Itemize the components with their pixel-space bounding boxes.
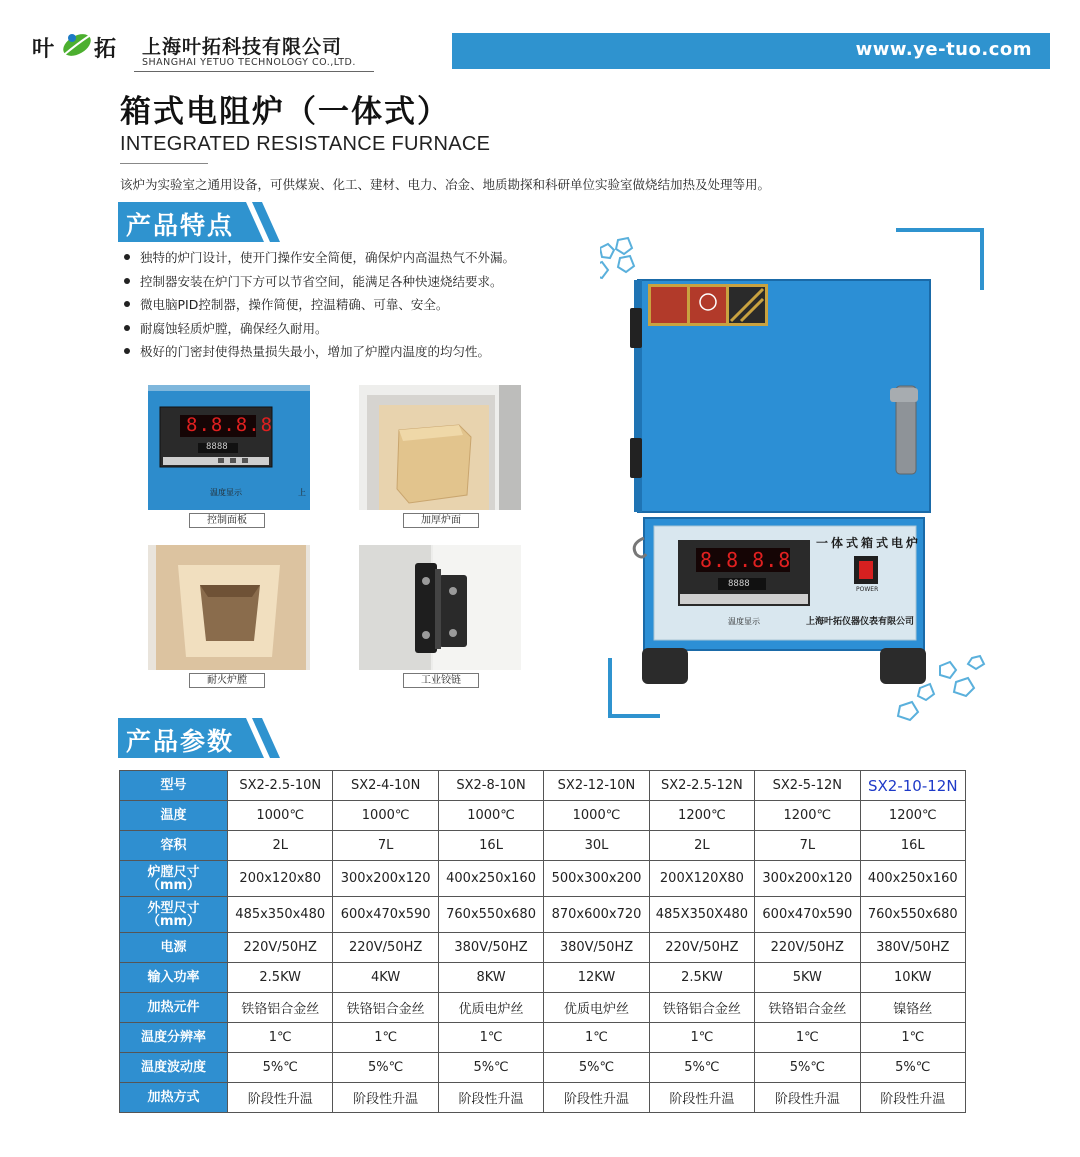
- row-header: 外型尺寸 （mm）: [120, 897, 228, 933]
- table-cell: 铁铬铝合金丝: [333, 993, 438, 1023]
- row-header: 容积: [120, 831, 228, 861]
- table-cell: 200X120X80: [649, 861, 754, 897]
- panel-label: 温度显示: [210, 488, 242, 497]
- table-cell: 16L: [860, 831, 965, 861]
- chamber-photo: [148, 545, 310, 670]
- panel-sub-readout: 8888: [206, 442, 228, 452]
- features-banner: [118, 202, 280, 242]
- table-cell: 5%℃: [649, 1053, 754, 1083]
- row-header: 加热方式: [120, 1083, 228, 1113]
- table-cell: 铁铬铝合金丝: [649, 993, 754, 1023]
- table-cell: 1℃: [438, 1023, 543, 1053]
- table-cell: 2.5KW: [228, 963, 333, 993]
- table-cell: SX2-2.5-12N: [649, 771, 754, 801]
- table-cell: 5KW: [755, 963, 860, 993]
- table-cell: 铁铬铝合金丝: [228, 993, 333, 1023]
- table-row: [120, 1053, 966, 1083]
- table-cell: SX2-10-12N: [860, 771, 965, 801]
- table-cell: 300x200x120: [755, 861, 860, 897]
- table-row: [120, 933, 966, 963]
- furnace-maker: 上海叶拓仪器仪表有限公司: [806, 617, 915, 627]
- company-name-en: SHANGHAI YETUO TECHNOLOGY CO.,LTD.: [142, 57, 356, 68]
- features-heading: 产品特点: [126, 211, 235, 240]
- furnace-display: 8.8.8.8: [700, 548, 792, 572]
- thick-door-photo: [359, 385, 521, 510]
- table-cell: 380V/50HZ: [544, 933, 649, 963]
- table-row: [120, 831, 966, 861]
- feature-item: 控制器安装在炉门下方可以节省空间，能满足各种快速烧结要求。: [122, 272, 515, 296]
- table-cell: 30L: [544, 831, 649, 861]
- table-row: [120, 801, 966, 831]
- table-cell: 5%℃: [755, 1053, 860, 1083]
- table-cell: 500x300x200: [544, 861, 649, 897]
- feature-item: 耐腐蚀轻质炉膛，确保经久耐用。: [122, 319, 515, 343]
- table-cell: 1000℃: [228, 801, 333, 831]
- furnace-sub-display: 8888: [728, 579, 750, 589]
- specs-heading: 产品参数: [126, 727, 235, 756]
- hinge-photo: [359, 545, 521, 670]
- table-cell: 阶段性升温: [860, 1083, 965, 1113]
- table-cell: 阶段性升温: [333, 1083, 438, 1113]
- table-cell: 8KW: [438, 963, 543, 993]
- table-cell: 380V/50HZ: [438, 933, 543, 963]
- furnace-panel-title: 一体式箱式电炉: [816, 536, 922, 550]
- row-header: 加热元件: [120, 993, 228, 1023]
- table-cell: 760x550x680: [860, 897, 965, 933]
- caption-chamber: 耐火炉膛: [189, 673, 265, 688]
- furnace-product-image: [600, 218, 1010, 738]
- table-cell: 1000℃: [438, 801, 543, 831]
- row-header: 温度波动度: [120, 1053, 228, 1083]
- table-cell: 阶段性升温: [649, 1083, 754, 1113]
- table-cell: 220V/50HZ: [228, 933, 333, 963]
- table-cell: 1℃: [860, 1023, 965, 1053]
- feature-item: 微电脑PID控制器，操作简便，控温精确、可靠、安全。: [122, 295, 515, 319]
- furnace-display-label: 温度显示: [728, 617, 760, 626]
- table-cell: 4KW: [333, 963, 438, 993]
- table-row: [120, 993, 966, 1023]
- title-divider: [120, 163, 208, 164]
- panel-readout: 8.8.8.8: [186, 414, 274, 436]
- table-row: [120, 963, 966, 993]
- table-cell: 优质电炉丝: [544, 993, 649, 1023]
- row-header: 电源: [120, 933, 228, 963]
- table-cell: SX2-5-12N: [755, 771, 860, 801]
- header-divider: [134, 71, 374, 72]
- table-cell: 1℃: [333, 1023, 438, 1053]
- caption-hinge: 工业铰链: [403, 673, 479, 688]
- table-cell: 铁铬铝合金丝: [755, 993, 860, 1023]
- table-row: [120, 771, 966, 801]
- row-header: 温度分辨率: [120, 1023, 228, 1053]
- caption-control-panel: 控制面板: [189, 513, 265, 528]
- table-cell: 2.5KW: [649, 963, 754, 993]
- feature-item: 极好的门密封使得热量损失最小，增加了炉膛内温度的均匀性。: [122, 342, 515, 366]
- power-switch-label: POWER: [856, 586, 879, 593]
- table-cell: 2L: [228, 831, 333, 861]
- intro-text: 该炉为实验室之通用设备，可供煤炭、化工、建材、电力、冶金、地质勘探和科研单位实验室做烧结加热及处理等用。: [120, 177, 771, 192]
- table-row: [120, 1023, 966, 1053]
- company-name-cn: 上海叶拓科技有限公司: [142, 36, 343, 58]
- table-row: [120, 1083, 966, 1113]
- table-cell: 380V/50HZ: [860, 933, 965, 963]
- table-cell: 阶段性升温: [544, 1083, 649, 1113]
- page-subtitle: INTEGRATED RESISTANCE FURNACE: [120, 133, 491, 155]
- feature-item: 独特的炉门设计，使开门操作安全简便，确保炉内高温热气不外漏。: [122, 248, 515, 272]
- table-cell: SX2-2.5-10N: [228, 771, 333, 801]
- table-cell: 1000℃: [333, 801, 438, 831]
- table-cell: 485x350x480: [228, 897, 333, 933]
- control-panel-photo: [148, 385, 310, 510]
- table-cell: 1℃: [228, 1023, 333, 1053]
- table-cell: 760x550x680: [438, 897, 543, 933]
- table-cell: 5%℃: [438, 1053, 543, 1083]
- company-logo: [28, 26, 124, 66]
- table-cell: 优质电炉丝: [438, 993, 543, 1023]
- url-banner: [452, 33, 1050, 69]
- table-cell: SX2-8-10N: [438, 771, 543, 801]
- table-cell: 220V/50HZ: [333, 933, 438, 963]
- table-cell: 220V/50HZ: [649, 933, 754, 963]
- panel-mark: 上: [298, 488, 306, 497]
- table-cell: 220V/50HZ: [755, 933, 860, 963]
- table-cell: 阶段性升温: [755, 1083, 860, 1113]
- logo-char-right: 拓: [94, 36, 117, 62]
- table-cell: 5%℃: [860, 1053, 965, 1083]
- table-cell: 阶段性升温: [438, 1083, 543, 1113]
- specs-banner: [118, 718, 280, 758]
- table-cell: 1200℃: [860, 801, 965, 831]
- page-title: 箱式电阻炉（一体式）: [120, 94, 450, 130]
- table-cell: SX2-4-10N: [333, 771, 438, 801]
- table-cell: 870x600x720: [544, 897, 649, 933]
- table-cell: 400x250x160: [438, 861, 543, 897]
- row-header: 炉膛尺寸 （mm）: [120, 861, 228, 897]
- table-cell: 5%℃: [544, 1053, 649, 1083]
- table-cell: 阶段性升温: [228, 1083, 333, 1113]
- table-cell: 1℃: [755, 1023, 860, 1053]
- spec-table: [119, 770, 966, 1113]
- table-cell: 600x470x590: [755, 897, 860, 933]
- website-link[interactable]: www.ye-tuo.com: [855, 39, 1032, 60]
- table-cell: 485X350X480: [649, 897, 754, 933]
- table-cell: 400x250x160: [860, 861, 965, 897]
- table-cell: 10KW: [860, 963, 965, 993]
- table-cell: 1200℃: [649, 801, 754, 831]
- table-cell: 7L: [755, 831, 860, 861]
- table-cell: 2L: [649, 831, 754, 861]
- table-cell: 300x200x120: [333, 861, 438, 897]
- table-cell: 1200℃: [755, 801, 860, 831]
- row-header: 型号: [120, 771, 228, 801]
- caption-thick-door: 加厚炉面: [403, 513, 479, 528]
- feature-list: [122, 248, 515, 366]
- row-header: 输入功率: [120, 963, 228, 993]
- table-cell: SX2-12-10N: [544, 771, 649, 801]
- logo-char-left: 叶: [32, 36, 55, 62]
- table-cell: 16L: [438, 831, 543, 861]
- leaf-icon: [60, 28, 94, 62]
- table-cell: 1000℃: [544, 801, 649, 831]
- table-cell: 12KW: [544, 963, 649, 993]
- table-cell: 1℃: [544, 1023, 649, 1053]
- table-cell: 7L: [333, 831, 438, 861]
- table-cell: 1℃: [649, 1023, 754, 1053]
- table-row: [120, 897, 966, 933]
- table-cell: 200x120x80: [228, 861, 333, 897]
- table-cell: 600x470x590: [333, 897, 438, 933]
- row-header: 温度: [120, 801, 228, 831]
- table-cell: 镍铬丝: [860, 993, 965, 1023]
- table-cell: 5%℃: [228, 1053, 333, 1083]
- table-row: [120, 861, 966, 897]
- table-cell: 5%℃: [333, 1053, 438, 1083]
